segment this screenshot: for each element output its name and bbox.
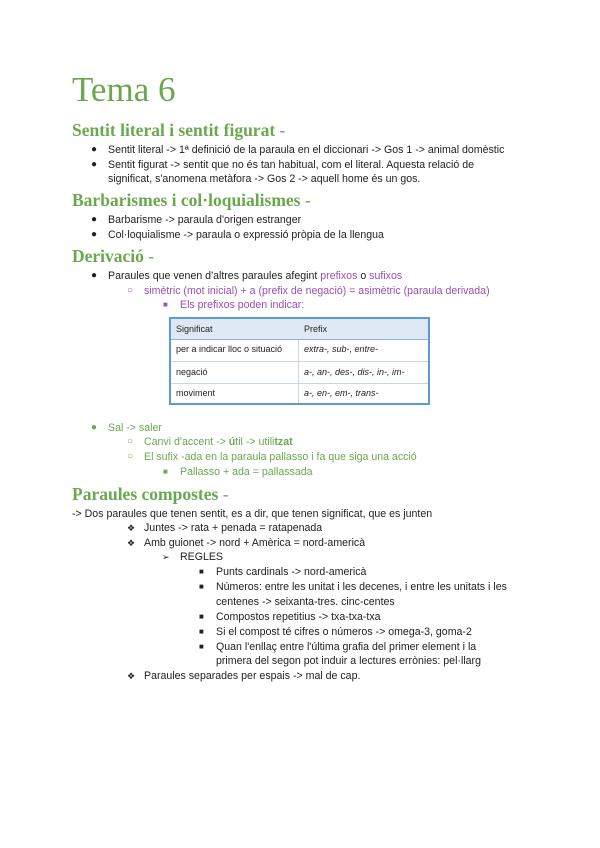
square-bullet-icon: ■ xyxy=(199,567,204,576)
list-item: Amb guionet -> nord + Amèrica = nord-americà xyxy=(144,537,366,549)
heading-compostes-text: Paraules compostes xyxy=(72,484,219,504)
bullet-icon: ● xyxy=(91,214,98,225)
list-item: El sufix -ada en la paraula pallasso i fa que siga una acció xyxy=(144,451,417,463)
table-header-row xyxy=(171,319,428,340)
table-row xyxy=(171,383,428,403)
square-bullet-icon: ■ xyxy=(199,582,204,591)
accent-bold: ú xyxy=(228,436,236,448)
heading-barbarismes xyxy=(72,190,311,210)
arrowhead-bullet-icon: ➢ xyxy=(162,552,170,562)
heading-sentit-text: Sentit literal i sentit figurat xyxy=(72,120,276,140)
circle-bullet-icon: ○ xyxy=(127,451,134,462)
square-bullet-icon: ■ xyxy=(163,467,168,476)
heading-sentit-dash: - xyxy=(279,120,286,140)
table-header-cell: Significat xyxy=(176,324,213,334)
table-row xyxy=(171,362,428,383)
diamond-bullet-icon: ❖ xyxy=(127,523,136,533)
page-title: Tema 6 xyxy=(72,70,176,109)
list-item: Compostos repetitius -> txa-txa-txa xyxy=(216,611,381,623)
circle-bullet-icon: ○ xyxy=(127,285,134,296)
square-bullet-icon: ■ xyxy=(199,627,204,636)
list-item: Els prefixos poden indicar: xyxy=(180,299,305,311)
prefixos-word: prefixos xyxy=(320,270,358,282)
bullet-icon: ● xyxy=(91,159,98,170)
table-row xyxy=(171,339,428,361)
heading-derivacio-text: Derivació xyxy=(72,246,144,266)
heading-derivacio xyxy=(72,246,154,266)
bullet-icon: ● xyxy=(91,270,98,281)
sufixos-word: sufixos xyxy=(369,270,403,282)
table-cell: extra-, sub-, entre- xyxy=(304,344,379,354)
diamond-bullet-icon: ❖ xyxy=(127,538,136,548)
intro-paragraph: -> Dos paraules que tenen sentit, es a dir, que tenen significat, que es junten xyxy=(72,508,433,520)
or-word: o xyxy=(357,270,370,282)
bullet-icon: ● xyxy=(91,144,98,155)
list-item: Sal -> saler xyxy=(108,422,162,434)
list-item: simètric (mot inicial) + a (prefix de negació) = asimètric (paraula derivada) xyxy=(144,285,490,297)
prefix-table xyxy=(169,317,430,405)
heading-compostes-dash: - xyxy=(222,484,229,504)
table-header-cell: Prefix xyxy=(304,324,328,334)
accent-text: til -> utili xyxy=(235,436,275,448)
square-bullet-icon: ■ xyxy=(163,300,168,309)
list-item: REGLES xyxy=(180,551,223,563)
bullet-icon: ● xyxy=(91,422,98,433)
table-cell: per a indicar lloc o situació xyxy=(176,344,283,354)
square-bullet-icon: ■ xyxy=(199,612,204,621)
bullet-icon: ● xyxy=(91,229,98,240)
table-cell: negació xyxy=(176,367,208,377)
heading-sentit xyxy=(72,120,285,140)
list-item: Punts cardinals -> nord-americà xyxy=(216,566,367,578)
list-item-continuation: significat, s'anomena metàfora -> Gos 2 -> aquell home és un gos. xyxy=(108,173,421,185)
heading-compostes xyxy=(72,484,229,504)
list-item-continuation: primera del segon pot induir a lectures errònies: pel·llarg xyxy=(216,655,481,667)
accent-text: Canvi d'accent -> xyxy=(144,436,229,448)
heading-barbarismes-dash: - xyxy=(304,190,311,210)
square-bullet-icon: ■ xyxy=(199,642,204,651)
list-item: Sentit figurat -> sentit que no és tan habitual, com el literal. Aquesta relació de xyxy=(108,159,474,171)
list-item: Si el compost té cifres o números -> omega-3, goma-2 xyxy=(216,626,472,638)
table-cell: moviment xyxy=(176,388,216,398)
list-item: Quan l'enllaç entre l'última grafia del primer element i la xyxy=(216,641,477,653)
table-cell: a-, an-, des-, dis-, in-, im- xyxy=(304,367,405,377)
list-item: Barbarisme -> paraula d'origen estranger xyxy=(108,214,302,226)
list-item: Sentit literal -> 1ª definició de la paraula en el diccionari -> Gos 1 -> animal domèstic xyxy=(108,144,505,156)
circle-bullet-icon: ○ xyxy=(127,436,134,447)
list-item xyxy=(144,435,293,449)
list-item: Col·loquialisme -> paraula o expressió pròpia de la llengua xyxy=(108,229,384,241)
heading-barbarismes-text: Barbarismes i col·loquialismes xyxy=(72,190,301,210)
list-item xyxy=(108,269,402,283)
list-item-continuation: centenes -> seixanta-tres. cinc-centes xyxy=(216,596,395,608)
diamond-bullet-icon: ❖ xyxy=(127,671,136,681)
list-item: Pallasso + ada = pallassada xyxy=(180,466,313,478)
list-item: Juntes -> rata + penada = ratapenada xyxy=(144,522,323,534)
list-item: Números: entre les unitat i les decenes, i entre les unitats i les xyxy=(216,581,507,593)
accent-bold: tzat xyxy=(274,436,293,448)
table-cell: a-, en-, em-, trans- xyxy=(304,388,379,398)
heading-derivacio-dash: - xyxy=(148,246,155,266)
derivacio-intro: Paraules que venen d'altres paraules afegint xyxy=(108,270,321,282)
list-item: Paraules separades per espais -> mal de cap. xyxy=(144,670,361,682)
